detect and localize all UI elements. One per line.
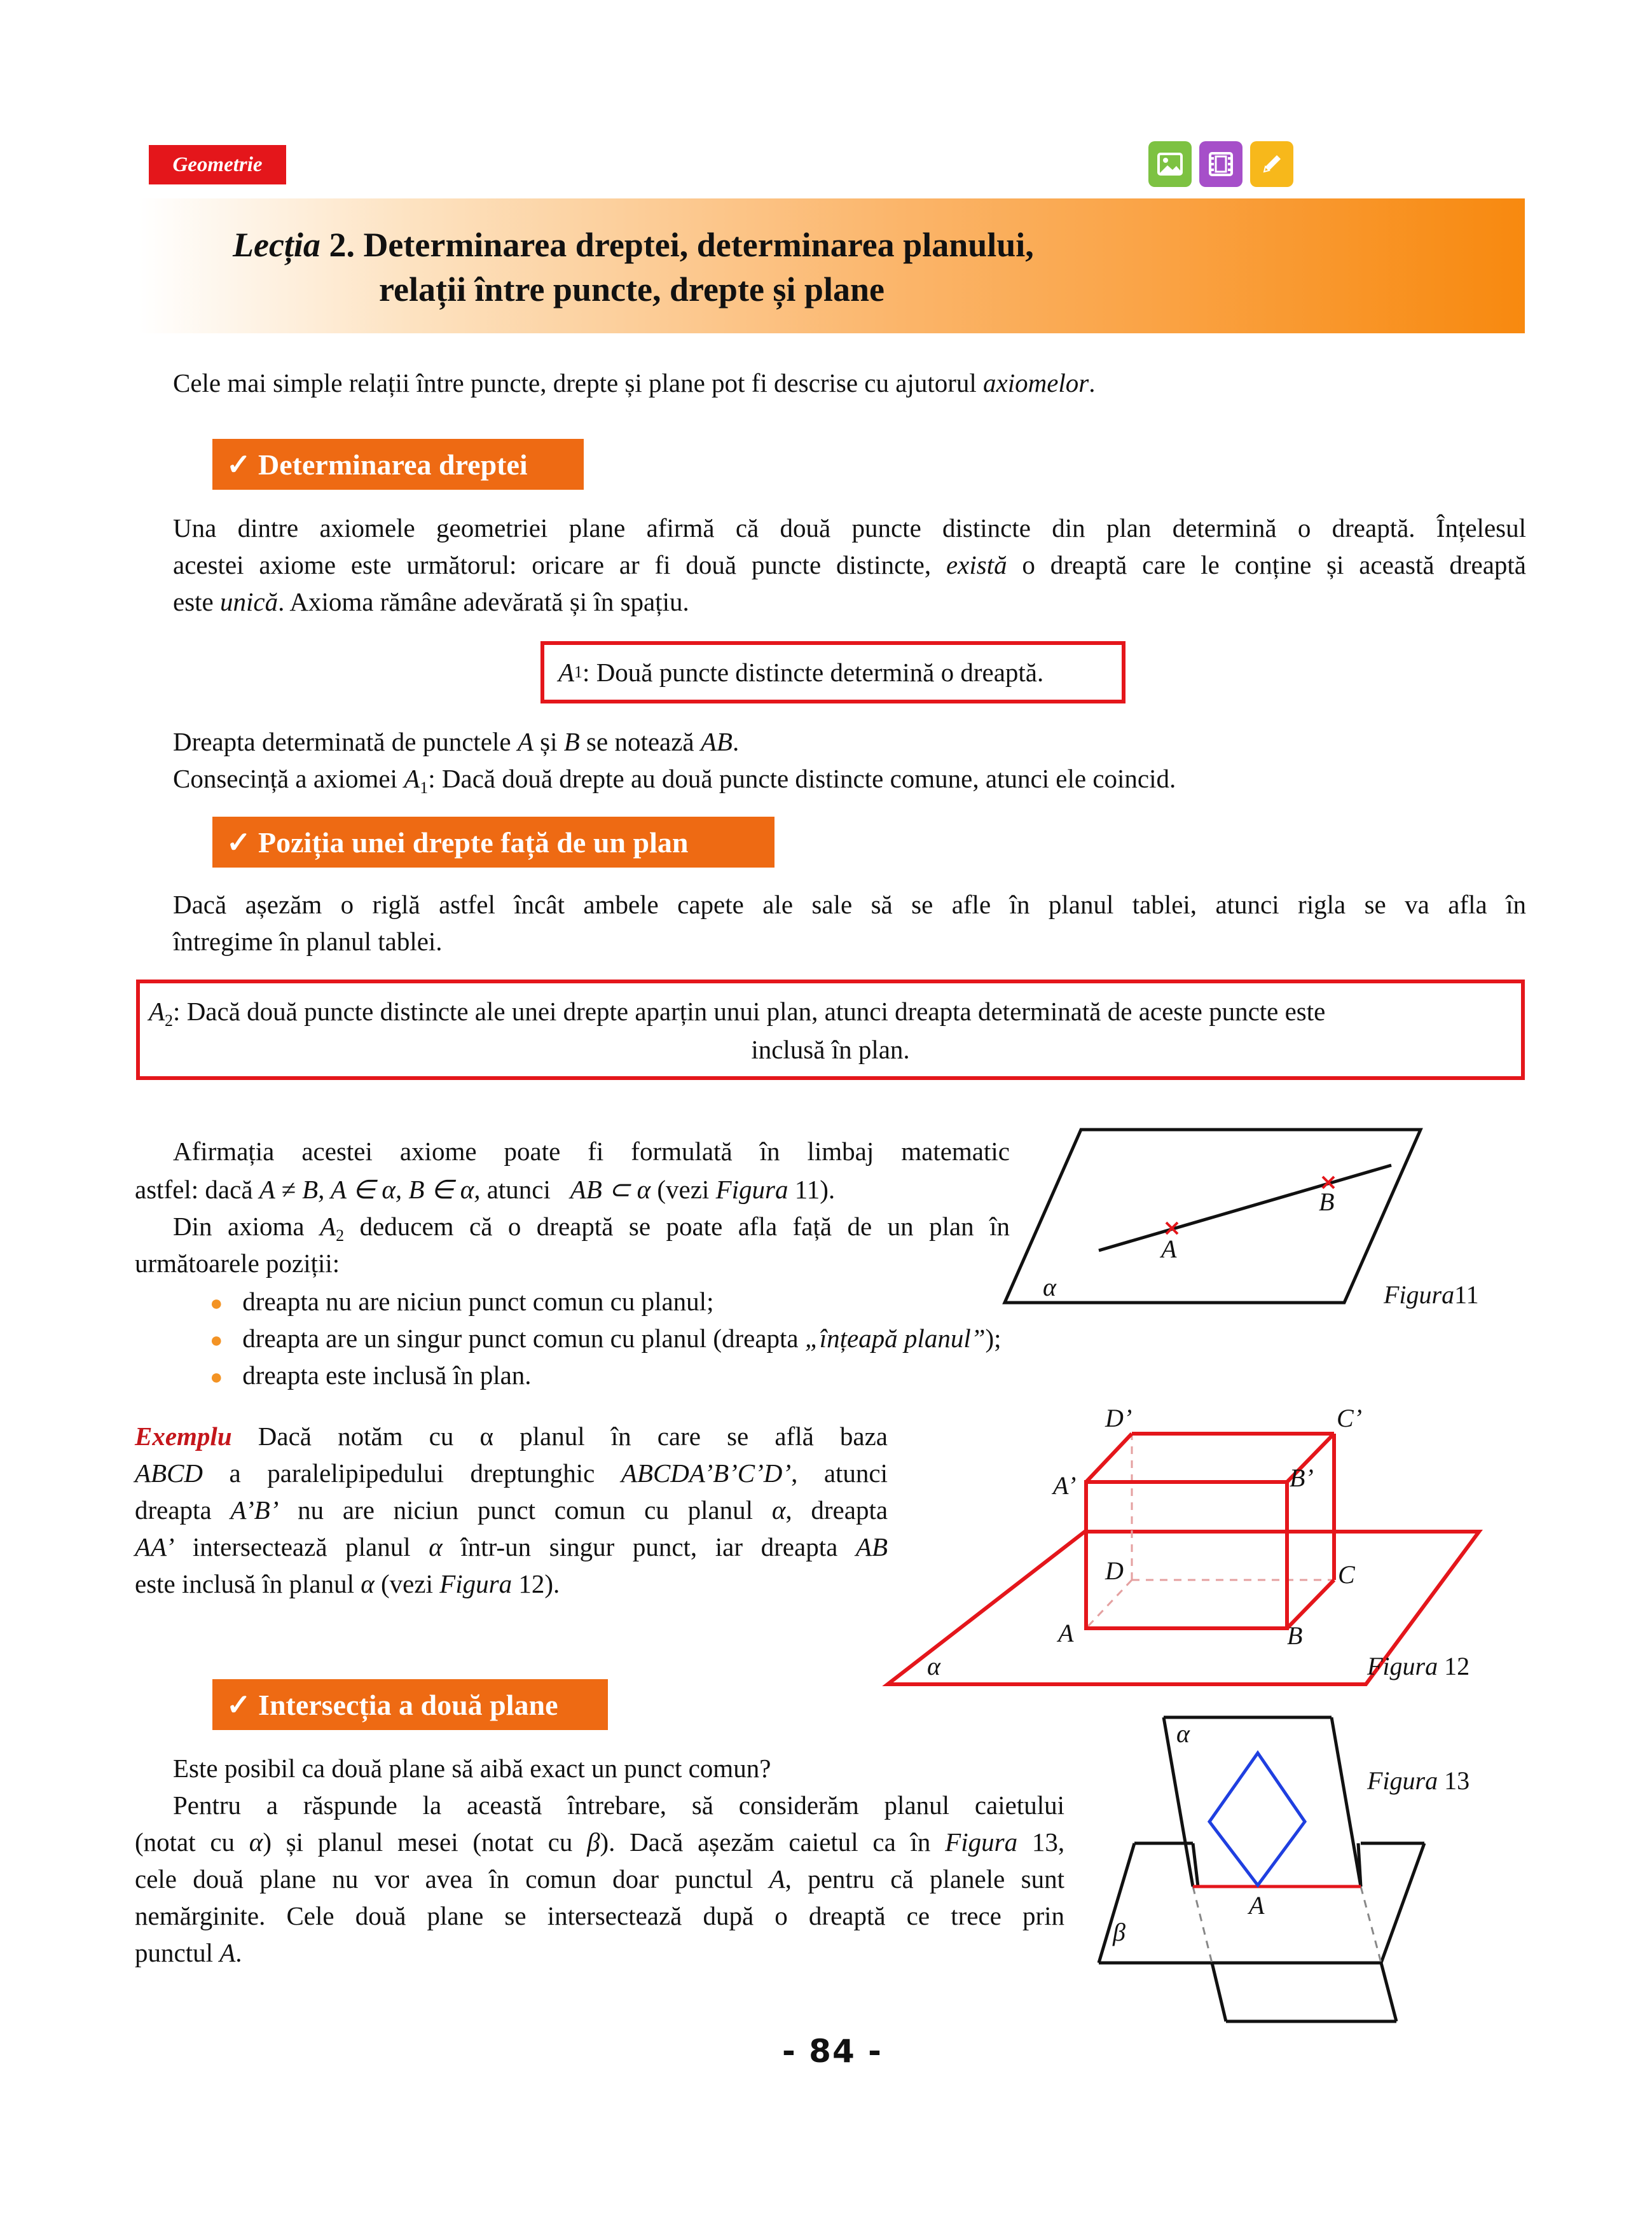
fig12-label-d: D bbox=[1105, 1556, 1124, 1585]
bullet-dot: ● bbox=[210, 1329, 223, 1352]
example-line2: ABCD a paralelipipedului dreptunghic ABCDA’B’C’D’, atunci bbox=[135, 1458, 888, 1488]
sec3-line1: Pentru a răspunde la această întrebare, să considerăm planul caietului bbox=[173, 1790, 1064, 1820]
sec3-line3: cele două plane nu vor avea în comun doar punctul A, pentru că planele sunt bbox=[135, 1864, 1064, 1894]
lesson-title-line1: Lecția 2. Determinarea dreptei, determinarea planului, bbox=[233, 226, 1034, 264]
fig13-label-a: A bbox=[1249, 1891, 1265, 1920]
rhombus-fig13 bbox=[1209, 1753, 1305, 1885]
fig13-label-alpha: α bbox=[1176, 1719, 1190, 1748]
sec1-note-line2: Consecință a axiomei $A_1$: Dacă două drepte au două puncte distincte comune, atunci ele coincid. bbox=[173, 764, 1176, 798]
fig11-label-alpha: α bbox=[1043, 1273, 1056, 1301]
example-line1: Exemplu Dacă notăm cu α planul în care se află baza bbox=[135, 1422, 888, 1451]
hidden-lines-fig13 bbox=[1193, 1887, 1381, 1963]
bullet-dot: ● bbox=[210, 1292, 223, 1315]
bullet-dot: ● bbox=[210, 1366, 223, 1389]
plane-alpha-fig13 bbox=[1164, 1717, 1396, 2021]
fig12-label-c1: C’ bbox=[1337, 1404, 1362, 1432]
intro-paragraph: Cele mai simple relații între puncte, drepte și plane pot fi descrise cu ajutorul axiomelor. bbox=[173, 368, 1096, 398]
example-line3: dreapta A’B’ nu are niciun punct comun cu planul α, dreapta bbox=[135, 1495, 888, 1525]
figure-13-caption: Figura 13 bbox=[1367, 1766, 1470, 1795]
sec1-paragraph-line2: acestei axiome este următorul: oricare ar fi două puncte distincte, există o dreaptă care le conține și această dreaptă bbox=[173, 550, 1527, 579]
bullet-item-3: ● dreapta este inclusă în plan. bbox=[210, 1361, 532, 1390]
fig12-label-b: B bbox=[1287, 1621, 1303, 1650]
fig13-label-beta: β bbox=[1113, 1918, 1125, 1946]
subject-badge: Geometrie bbox=[149, 145, 286, 184]
sec3-line4: nemărginite. Cele două plane se intersectează după o dreaptă ce trece prin bbox=[135, 1901, 1064, 1930]
example-label: Exemplu bbox=[135, 1422, 232, 1451]
fig11-label-a: A bbox=[1161, 1235, 1177, 1263]
lesson-title-line2: relații între puncte, drepte și plane bbox=[379, 270, 885, 308]
page-number: - 84 - bbox=[782, 2033, 883, 2070]
figure-12-caption: Figura 12 bbox=[1367, 1652, 1470, 1680]
sec2-formula-line1: Afirmația acestei axiome poate fi formulată în limbaj matematic bbox=[173, 1137, 1010, 1166]
figure-11-caption: Figura11 bbox=[1384, 1280, 1479, 1309]
fig12-label-b1: B’ bbox=[1290, 1464, 1314, 1492]
sec3-line2: (notat cu α) și planul mesei (notat cu β). Dacă așezăm caietul ca în Figura 13, bbox=[135, 1827, 1065, 1857]
sec1-paragraph-line3: este unică. Axioma rămâne adevărată și în spațiu. bbox=[173, 587, 689, 616]
sec2-formula-line4: următoarele poziții: bbox=[135, 1249, 340, 1278]
sec3-question: Este posibil ca două plane să aibă exact un punct comun? bbox=[173, 1754, 771, 1783]
sec3-line5: punctul A. bbox=[135, 1938, 242, 1967]
fig12-label-a1: A’ bbox=[1053, 1471, 1077, 1500]
fig12-label-c: C bbox=[1338, 1560, 1355, 1589]
lesson-title-prefix: Lecția bbox=[233, 226, 320, 264]
sec2-formula-line2: astfel: dacă A ≠ B, A ∈ α, B ∈ α, atunci AB ⊂ α (vezi Figura 11). bbox=[135, 1175, 836, 1204]
axiom-a2-line2: inclusă în plan. bbox=[751, 1035, 910, 1064]
sec2-formula-line3: Din axioma $A_2$ deducem că o dreaptă se poate afla față de un plan în bbox=[173, 1212, 1010, 1245]
bullet-item-2: ● dreapta are un singur punct comun cu planul (dreapta „înțeapă planul”); bbox=[210, 1324, 1002, 1353]
sec1-paragraph-line1: Una dintre axiomele geometriei plane afirmă că două puncte distincte din plan determină o dreaptă. Înțelesul bbox=[173, 513, 1526, 543]
axiom-a2-line1: $A_2$: Dacă două puncte distincte ale unei drepte aparțin unui plan, atunci dreapta determinată de aceste puncte este bbox=[149, 997, 1326, 1030]
fig12-label-alpha: α bbox=[927, 1652, 940, 1680]
sec2-paragraph-line1: Dacă așezăm o riglă astfel încât ambele capete ale sale să se afle în planul tablei, atunci rigla se va afla în bbox=[173, 890, 1526, 919]
section-heading-determinarea-dreptei: ✓ Determinarea dreptei bbox=[212, 439, 584, 490]
example-line4: AA’ intersectează planul α într-un singur punct, iar dreapta AB bbox=[135, 1532, 888, 1562]
bullet-item-1: ● dreapta nu are niciun punct comun cu planul; bbox=[210, 1287, 714, 1316]
fig12-label-d1: D’ bbox=[1105, 1404, 1132, 1432]
fig12-label-a: A bbox=[1058, 1619, 1074, 1647]
example-line5: este inclusă în planul α (vezi Figura 12). bbox=[135, 1569, 560, 1598]
axiom-a1-box: A 1 : Două puncte distincte determină o dreaptă. bbox=[540, 641, 1125, 703]
section-heading-intersectia-planelor: ✓ Intersecția a două plane bbox=[212, 1679, 608, 1730]
sec1-note-line1: Dreapta determinată de punctele A și B se notează AB. bbox=[173, 727, 740, 756]
sec2-paragraph-line2: întregime în planul tablei. bbox=[173, 927, 443, 956]
fig11-label-b: B bbox=[1319, 1188, 1335, 1216]
section-heading-pozitia-dreptei: ✓ Poziția unei drepte față de un plan bbox=[212, 817, 774, 868]
